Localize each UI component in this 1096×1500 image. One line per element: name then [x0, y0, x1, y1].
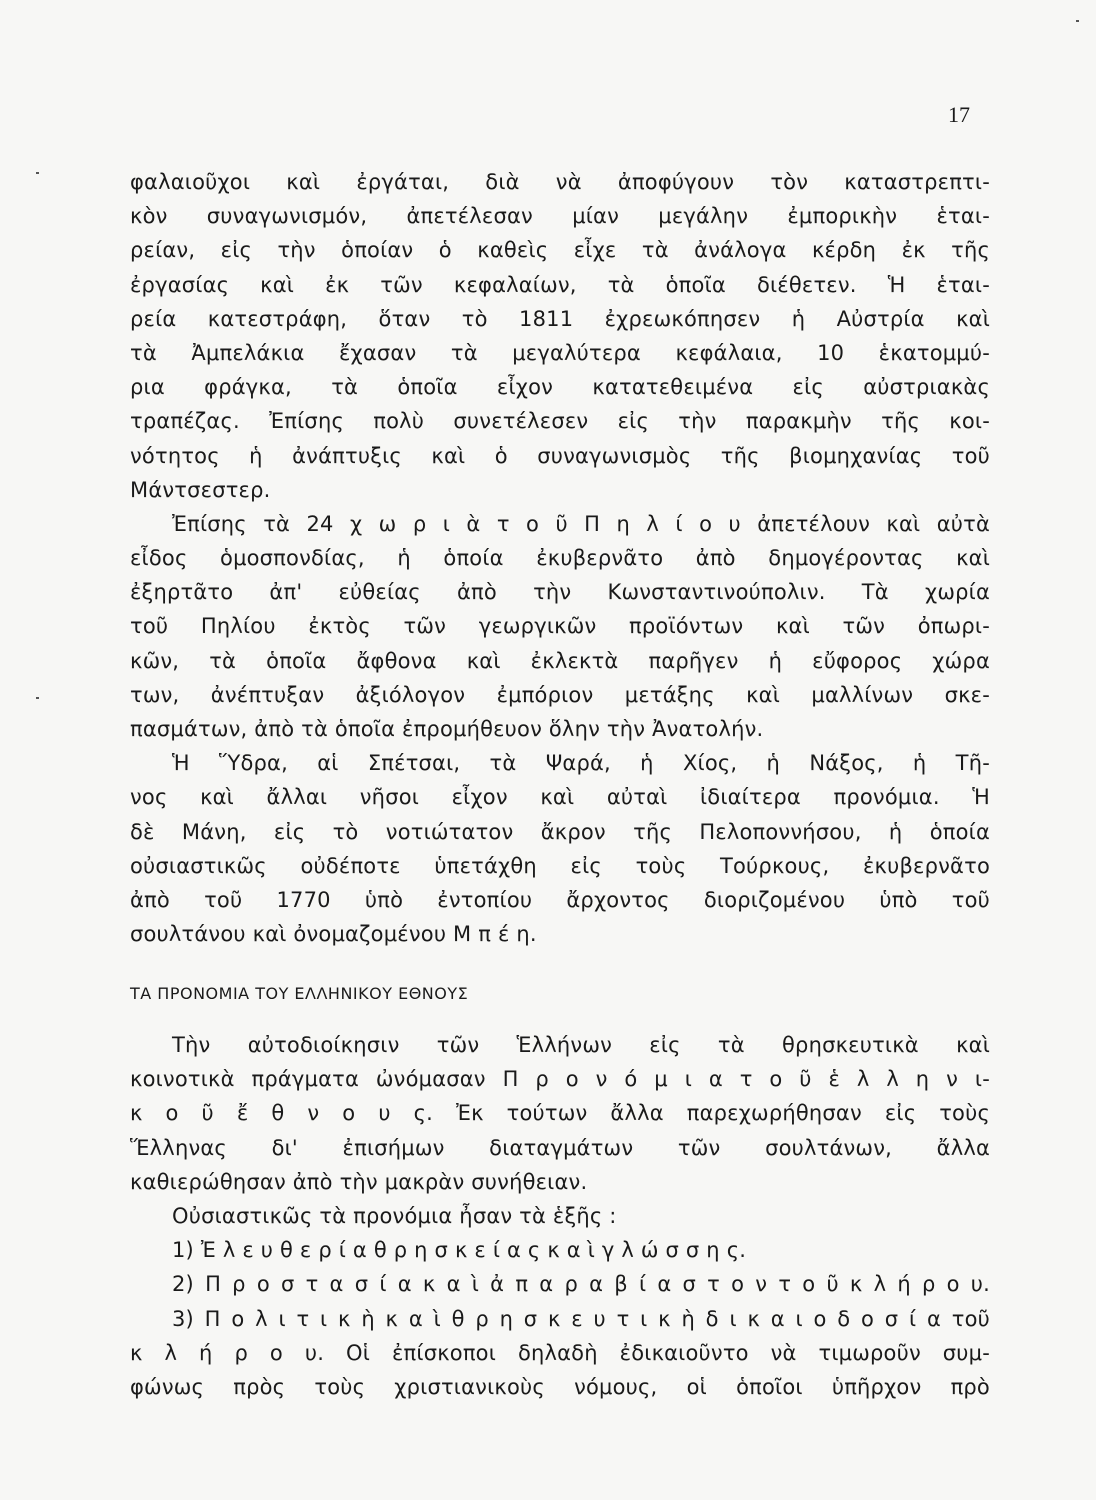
scan-speck [1076, 20, 1079, 22]
scan-speck [36, 172, 39, 174]
text-line: οὐσιαστικῶς οὐδέποτε ὑπετάχθη εἰς τοὺς Τούρκους, ἐκυβερνᾶτο [130, 853, 990, 878]
text-line: ρεία κατεστράφη, ὅταν τὸ 1811 ἐχρεωκόπησεν ἡ Αὐστρία καὶ [130, 306, 990, 331]
page-number: 17 [948, 102, 970, 127]
text-line: φαλαιοῦχοι καὶ ἐργάται, διὰ νὰ ἀποφύγουν τὸν καταστρεπτι- [130, 170, 990, 194]
text-line: κὸν συναγωνισμόν, ἀπετέλεσαν μίαν μεγάλην ἐμπορικὴν ἑται- [130, 204, 990, 229]
text-line: εἶδος ὁμοσπονδίας, ἡ ὁποία ἐκυβερνᾶτο ἀπὸ δημογέροντας καὶ [130, 546, 990, 571]
text-line: σουλτάνου καὶ ὀνομαζομένου Μ π έ η. [130, 922, 537, 947]
text-line: ἐργασίας καὶ ἐκ τῶν κεφαλαίων, τὰ ὁποῖα διέθετεν. Ἡ ἑται- [130, 272, 990, 297]
text-line: Ἡ Ὕδρα, αἱ Σπέτσαι, τὰ Ψαρά, ἡ Χίος, ἡ Νάξος, ἡ Τῆ- [172, 751, 990, 776]
text-line: κ λ ή ρ ο υ. Οἱ ἐπίσκοποι δηλαδὴ ἐδικαιοῦντο νὰ τιμωροῦν συμ- [130, 1340, 990, 1365]
text-line: 2) Π ρ ο σ τ α σ ί α κ α ὶ ἀ π α ρ α β ί α σ τ ο ν τ ο ῦ κ λ ή ρ ο υ. [172, 1272, 990, 1297]
body-text-section-1 [130, 165, 990, 951]
text-line: νότητος ἡ ἀνάπτυξις καὶ ὁ συναγωνισμὸς τῆς βιομηχανίας τοῦ [130, 443, 990, 468]
text-line: 1) Ἐ λ ε υ θ ε ρ ί α θ ρ η σ κ ε ί α ς κ α ὶ γ λ ώ σ σ η ς. [172, 1238, 747, 1263]
text-line: δὲ Μάνη, εἰς τὸ νοτιώτατον ἄκρον τῆς Πελοποννήσου, ἡ ὁποία [130, 819, 990, 844]
text-line: κοινοτικὰ πράγματα ὠνόμασαν Π ρ ο ν ό μ ι α τ ο ῦ ἑ λ λ η ν ι- [130, 1067, 990, 1092]
body-text-section-2 [130, 1028, 990, 1404]
text-line: τοῦ Πηλίου ἐκτὸς τῶν γεωργικῶν προϊόντων καὶ τῶν ὀπωρι- [130, 614, 990, 639]
text-line: ἐξηρτᾶτο ἀπ' εὐθείας ἀπὸ τὴν Κωνσταντινούπολιν. Τὰ χωρία [130, 580, 990, 605]
scan-speck [36, 697, 39, 699]
text-line: νος καὶ ἄλλαι νῆσοι εἶχον καὶ αὐταὶ ἰδιαίτερα προνόμια. Ἡ [130, 785, 990, 810]
text-line: 3) Π ο λ ι τ ι κ ὴ κ α ὶ θ ρ η σ κ ε υ τ ι κ ὴ δ ι κ α ι ο δ ο σ ί α τοῦ [172, 1306, 990, 1331]
text-line: Οὐσιαστικῶς τὰ προνόμια ἦσαν τὰ ἑξῆς : [172, 1203, 617, 1228]
text-line: Μάντσεστερ. [130, 477, 271, 502]
text-line: πασμάτων, ἀπὸ τὰ ὁποῖα ἐπρομήθευον ὅλην τὴν Ἀνατολήν. [130, 717, 764, 741]
text-line: ρια φράγκα, τὰ ὁποῖα εἶχον κατατεθειμένα εἰς αὐστριακὰς [130, 375, 990, 400]
text-line: κ ο ῦ ἔ θ ν ο υ ς. Ἐκ τούτων ἄλλα παρεχωρήθησαν εἰς τοὺς [130, 1101, 990, 1126]
text-line: Τὴν αὐτοδιοίκησιν τῶν Ἑλλήνων εἰς τὰ θρησκευτικὰ καὶ [172, 1033, 990, 1057]
text-line: Ἕλληνας δι' ἐπισήμων διαταγμάτων τῶν σουλτάνων, ἄλλα [130, 1135, 990, 1160]
text-line: φώνως πρὸς τοὺς χριστιανικοὺς νόμους, οἱ ὁποῖοι ὑπῆρχον πρὸ [130, 1374, 990, 1399]
text-line: τὰ Ἀμπελάκια ἔχασαν τὰ μεγαλύτερα κεφάλαια, 10 ἑκατομμύ- [130, 340, 990, 365]
section-heading: ΤΑ ΠΡΟΝΟΜΙΑ ΤΟΥ ΕΛΛΗΝΙΚΟΥ ΕΘΝΟΥΣ [130, 984, 469, 1003]
text-line: ρείαν, εἰς τὴν ὁποίαν ὁ καθεὶς εἶχε τὰ ἀνάλογα κέρδη ἐκ τῆς [130, 238, 990, 263]
text-line: καθιερώθησαν ἀπὸ τὴν μακρὰν συνήθειαν. [130, 1169, 588, 1194]
text-line: κῶν, τὰ ὁποῖα ἄφθονα καὶ ἐκλεκτὰ παρῆγεν ἡ εὔφορος χώρα [130, 648, 990, 673]
text-line: ἀπὸ τοῦ 1770 ὑπὸ ἐντοπίου ἄρχοντος διοριζομένου ὑπὸ τοῦ [130, 887, 990, 912]
text-line: Ἐπίσης τὰ 24 χ ω ρ ι ὰ τ ο ῦ Π η λ ί ο υ ἀπετέλουν καὶ αὐτὰ [172, 511, 990, 536]
text-line: των, ἀνέπτυξαν ἀξιόλογον ἐμπόριον μετάξης καὶ μαλλίνων σκε- [130, 682, 990, 707]
text-line: τραπέζας. Ἐπίσης πολὺ συνετέλεσεν εἰς τὴν παρακμὴν τῆς κοι- [130, 409, 990, 434]
